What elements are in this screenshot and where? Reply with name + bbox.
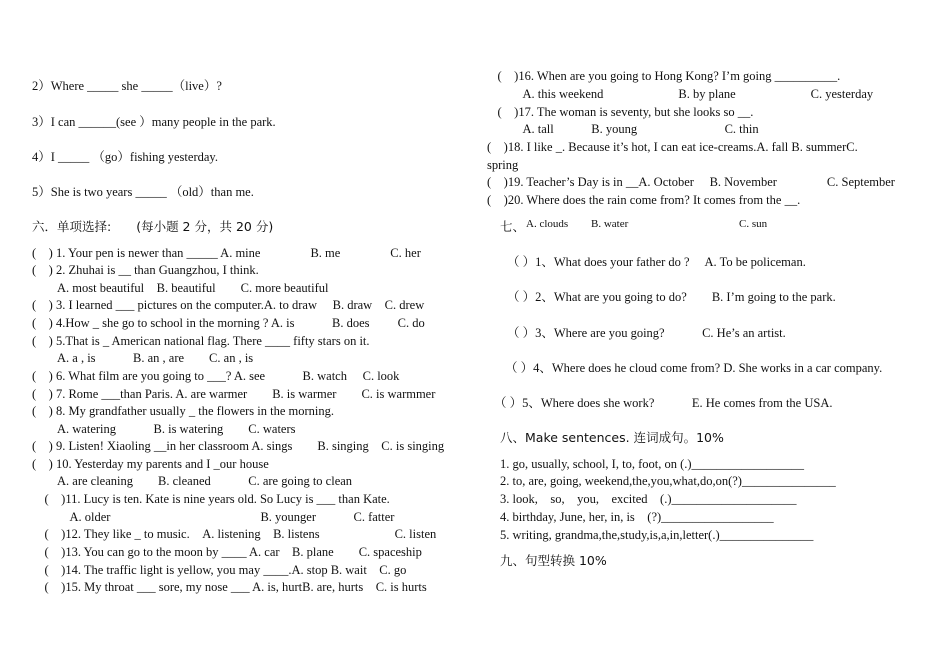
mc-line: spring <box>487 158 519 172</box>
match-line: （ ）4、Where does he cloud come from? D. She works in a car company. <box>505 361 883 375</box>
section-7-label: 七、 <box>500 219 526 234</box>
mc-line: ( )12. They like _ to music. A. listening B. listens C. listen <box>32 527 437 541</box>
mc-line: A. this weekend B. by plane C. yesterday <box>485 87 874 101</box>
mc-line: ( )18. I like _. Because it’s hot, I can eat ice-creams.A. fall B. summerC. <box>487 140 858 154</box>
mc-line: ( )11. Lucy is ten. Kate is nine years old. So Lucy is ___ than Kate. <box>32 492 390 506</box>
mc-line: A. a , is B. an , are C. an , is <box>32 351 254 365</box>
sentence-line: 4. birthday, June, her, in, is (?)__________________ <box>500 510 774 524</box>
section-9-title: 九、句型转换 10% <box>500 553 607 568</box>
section-7-option: C. sun <box>739 218 768 230</box>
fill-item-2: 2）Where _____ she _____（live）? <box>32 79 222 93</box>
fill-item-3: 3）I can ______(see ）many people in the park. <box>32 115 276 129</box>
mc-line: ( ) 2. Zhuhai is __ than Guangzhou, I think. <box>32 263 259 277</box>
mc-line: ( )17. The woman is seventy, but she looks so __. <box>485 105 754 119</box>
fill-item-5: 5）She is two years _____ （old）than me. <box>32 185 254 199</box>
sentence-line: 5. writing, grandma,the,study,is,a,in,letter(.)_______________ <box>500 528 814 542</box>
mc-line: A. older B. younger C. fatter <box>32 510 395 524</box>
mc-line: A. tall B. young C. thin <box>485 122 759 136</box>
mc-line: ( ) 1. Your pen is newer than _____ A. mine B. me C. her <box>32 246 421 260</box>
sentence-line: 3. look, so, you, excited (.)____________________ <box>500 492 797 506</box>
mc-line: ( )20. Where does the rain come from? It comes from the __. <box>487 193 801 207</box>
mc-line: ( )15. My throat ___ sore, my nose ___ A. is, hurtB. are, hurts C. is hurts <box>32 580 427 594</box>
sentence-line: 2. to, are, going, weekend,the,you,what,do,on(?)_______________ <box>500 474 836 488</box>
mc-line: ( )13. You can go to the moon by ____ A. car B. plane C. spaceship <box>32 545 422 559</box>
mc-line: ( ) 7. Rome ___than Paris. A. are warmer B. is warmer C. is warmmer <box>32 387 436 401</box>
mc-line: A. watering B. is watering C. waters <box>32 422 296 436</box>
fill-item-4: 4）I _____ （go）fishing yesterday. <box>32 150 218 164</box>
mc-line: ( ) 10. Yesterday my parents and I _our house <box>32 457 269 471</box>
match-line: （ ）1、What does your father do ? A. To be policeman. <box>507 255 806 269</box>
mc-line: A. most beautiful B. beautiful C. more beautiful <box>32 281 329 295</box>
mc-line: ( ) 4.How _ she go to school in the morning ? A. is B. does C. do <box>32 316 425 330</box>
section-7-option: A. clouds <box>526 218 569 230</box>
mc-line: ( ) 5.That is _ American national flag. There ____ fifty stars on it. <box>32 334 370 348</box>
section-6-title: 六．单项选择: (每小题 2 分，共 20 分) <box>32 219 274 234</box>
section-7-option: B. water <box>591 218 629 230</box>
mc-line: ( ) 8. My grandfather usually _ the flowers in the morning. <box>32 404 335 418</box>
sentence-line: 1. go, usually, school, I, to, foot, on (.)__________________ <box>500 457 805 471</box>
mc-line: ( )16. When are you going to Hong Kong? I’m going __________. <box>485 69 841 83</box>
mc-line: ( ) 9. Listen! Xiaoling __in her classroom A. sings B. singing C. is singing <box>32 439 445 453</box>
mc-line: ( )19. Teacher’s Day is in __A. October B. November C. September <box>487 175 895 189</box>
section-8-title: 八、Make sentences. 连词成句。10% <box>500 430 724 445</box>
mc-line: A. are cleaning B. cleaned C. are going to clean <box>32 474 353 488</box>
mc-line: ( ) 6. What film are you going to ___? A. see B. watch C. look <box>32 369 400 383</box>
mc-line: ( )14. The traffic light is yellow, you may ____.A. stop B. wait C. go <box>32 563 407 577</box>
match-line: （ ）5、Where does she work? E. He comes from the USA. <box>494 396 833 410</box>
match-line: （ ）3、Where are you going? C. He’s an artist. <box>507 326 786 340</box>
match-line: （ ）2、What are you going to do? B. I’m going to the park. <box>507 290 836 304</box>
mc-line: ( ) 3. I learned ___ pictures on the computer.A. to draw B. draw C. drew <box>32 298 425 312</box>
